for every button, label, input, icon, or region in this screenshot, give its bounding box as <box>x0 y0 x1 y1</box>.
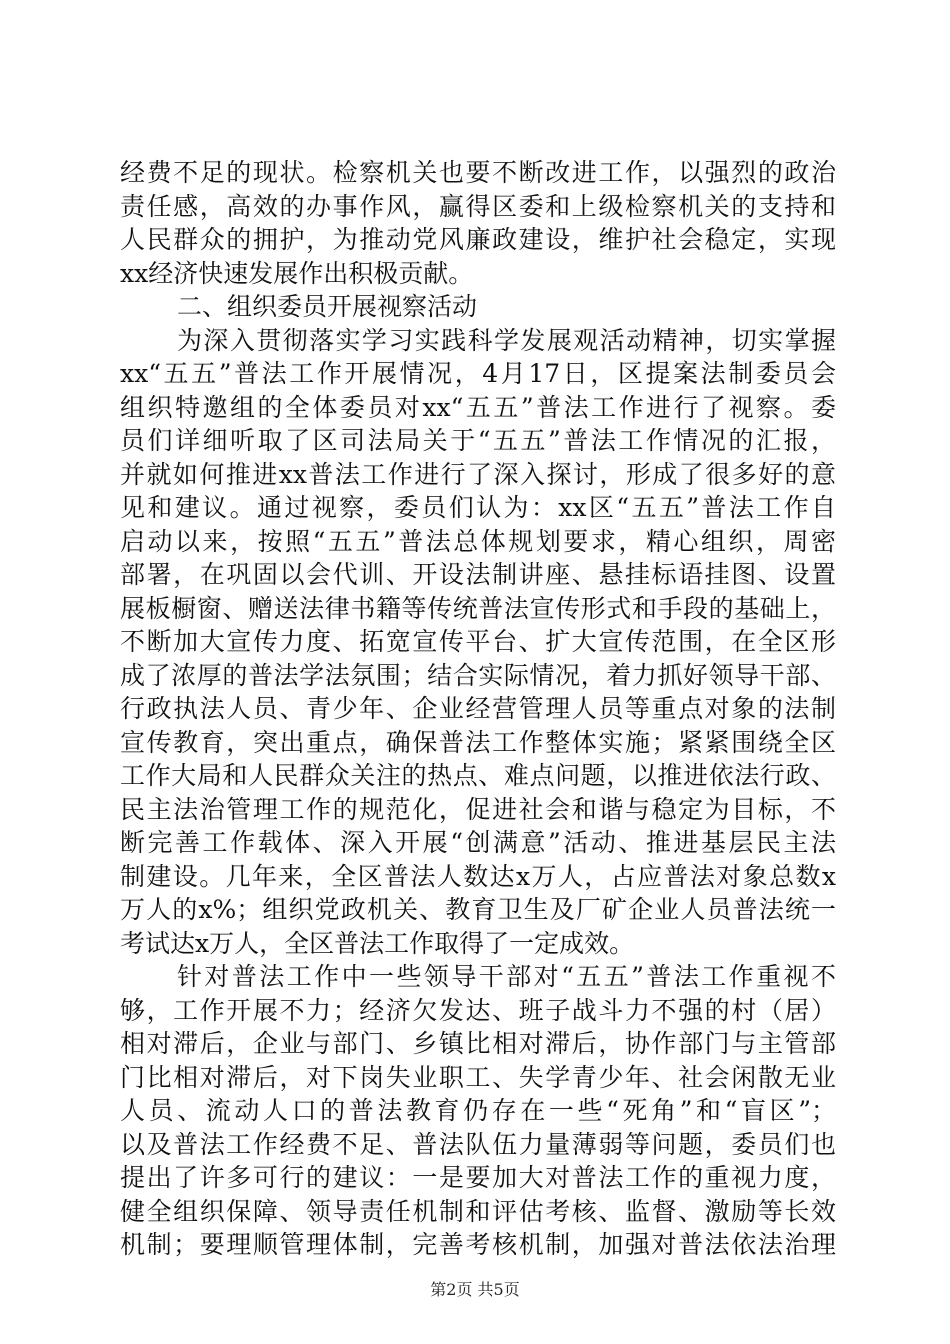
text-line: 门比相对滞后，对下岗失业职工、失学青少年、社会闲散无业 <box>120 1062 836 1092</box>
text-line: 相对滞后，企业与部门、乡镇比相对滞后，协作部门与主管部 <box>120 1029 836 1058</box>
text-line: 断完善工作载体、深入开展“创满意”活动、推进基层民主法 <box>120 828 836 857</box>
text-line: 人民群众的拥护，为推动党风廉政建设，维护社会稳定，实现 <box>120 225 836 254</box>
text-line: 经费不足的现状。检察机关也要不断改进工作，以强烈的政治 <box>120 158 836 187</box>
text-line: 展板橱窗、赠送法律书籍等传统普法宣传形式和手段的基础上， <box>120 593 836 623</box>
document-body <box>120 156 836 1262</box>
text-line: 行政执法人员、青少年、企业经营管理人员等重点对象的法制 <box>120 694 836 723</box>
text-line: 启动以来，按照“五五”普法总体规划要求，精心组织，周密 <box>120 526 836 556</box>
text-line: 够，工作开展不力；经济欠发达、班子战斗力不强的村（居） <box>120 995 836 1025</box>
text-line: 组织特邀组的全体委员对xx“五五”普法工作进行了视察。委 <box>120 392 836 422</box>
text-line: 以及普法工作经费不足、普法队伍力量薄弱等问题，委员们也 <box>120 1129 836 1159</box>
text-line: 健全组织保障、领导责任机制和评估考核、监督、激励等长效 <box>120 1196 836 1226</box>
text-line: xx经济快速发展作出积极贡献。 <box>120 258 474 288</box>
text-line: 制建设。几年来，全区普法人数达x万人，占应普法对象总数x <box>120 861 836 891</box>
text-line: 考试达x万人，全区普法工作取得了一定成效。 <box>120 928 635 958</box>
text-line: 人员、流动人口的普法教育仍存在一些“死角”和“盲区”； <box>120 1096 836 1125</box>
text-line: 见和建议。通过视察，委员们认为：xx区“五五”普法工作自 <box>120 493 836 522</box>
text-line: 成了浓厚的普法学法氛围；结合实际情况，着力抓好领导干部、 <box>120 660 836 690</box>
text-line: 工作大局和人民群众关注的热点、难点问题，以推进依法行政、 <box>120 761 836 790</box>
text-line: 为深入贯彻落实学习实践科学发展观活动精神，切实掌握 <box>177 325 836 355</box>
text-line: 责任感，高效的办事作风，赢得区委和上级检察机关的支持和 <box>120 191 836 221</box>
text-line: 民主法治管理工作的规范化，促进社会和谐与稳定为目标，不 <box>120 794 836 824</box>
text-line: 员们详细听取了区司法局关于“五五”普法工作情况的汇报， <box>120 426 836 455</box>
text-line: 并就如何推进xx普法工作进行了深入探讨，形成了很多好的意 <box>120 459 836 489</box>
text-line: 万人的x%；组织党政机关、教育卫生及厂矿企业人员普法统一 <box>120 895 836 924</box>
text-line: 宣传教育，突出重点，确保普法工作整体实施；紧紧围绕全区 <box>120 727 836 757</box>
page-number-footer: 第2页 共5页 <box>430 1280 520 1299</box>
text-line: 不断加大宣传力度、拓宽宣传平台、扩大宣传范围，在全区形 <box>120 627 836 656</box>
text-line: 部署，在巩固以会代训、开设法制讲座、悬挂标语挂图、设置 <box>120 560 836 589</box>
text-line: xx“五五”普法工作开展情况，4月17日，区提案法制委员会 <box>120 359 836 388</box>
text-line: 机制；要理顺管理体制，完善考核机制，加强对普法依法治理 <box>120 1230 836 1259</box>
text-line: 提出了许多可行的建议：一是要加大对普法工作的重视力度， <box>120 1163 836 1192</box>
text-line: 针对普法工作中一些领导干部对“五五”普法工作重视不 <box>177 962 836 991</box>
section-heading: 二、组织委员开展视察活动 <box>177 292 478 321</box>
